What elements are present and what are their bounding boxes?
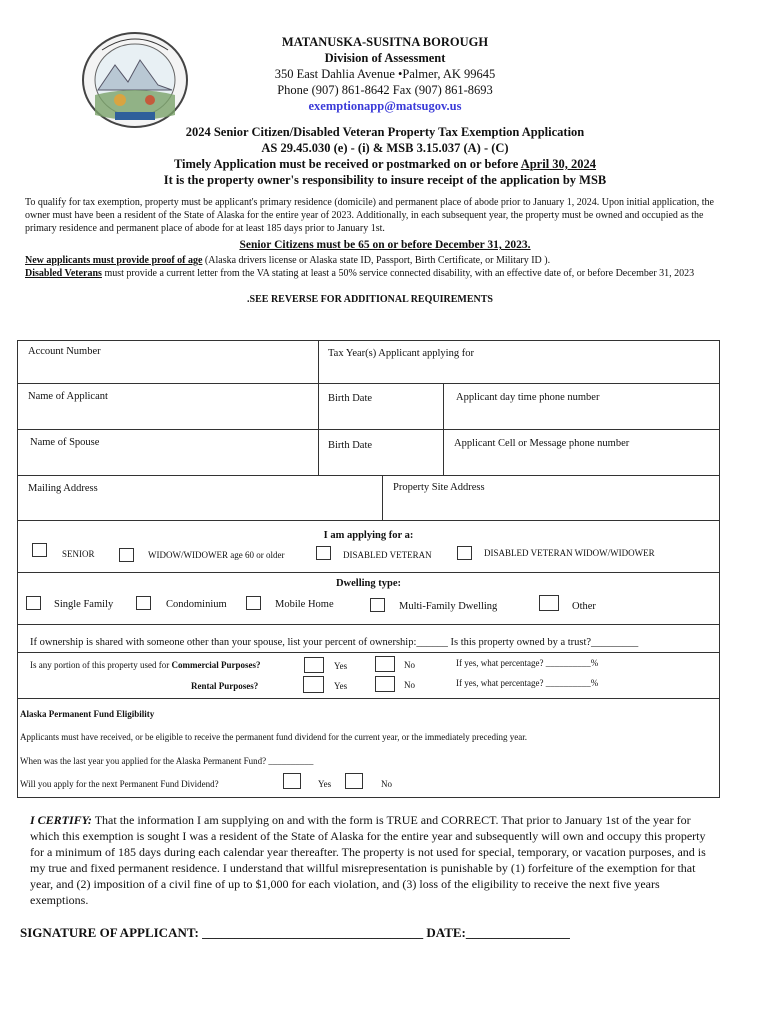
pfd-last-year-field[interactable]: When was the last year you applied for the Alaska Permanent Fund? __________ bbox=[20, 756, 314, 766]
property-site-address-field[interactable]: Property Site Address bbox=[393, 482, 485, 493]
commercial-question-text: Is any portion of this property used for bbox=[30, 660, 172, 670]
account-number-field[interactable]: Account Number bbox=[28, 346, 101, 357]
application-form-table bbox=[17, 340, 720, 798]
single-family-label: Single Family bbox=[54, 599, 114, 610]
senior-checkbox[interactable] bbox=[32, 543, 47, 557]
ownership-question[interactable]: If ownership is shared with someone other than your spouse, list your percent of ownership:______ Is this property owned by a trust?_________ bbox=[30, 637, 639, 648]
deadline-line bbox=[0, 156, 770, 172]
pfd-eligibility-text: Applicants must have received, or be eligible to receive the permanent fund dividend for the current year, or the immediately preceding year. bbox=[20, 732, 527, 742]
tax-years-field[interactable]: Tax Year(s) Applicant applying for bbox=[328, 348, 474, 359]
commercial-question-bold: Commercial Purposes? bbox=[171, 660, 261, 670]
commercial-no-label: No bbox=[404, 660, 415, 670]
deadline-date: April 30, 2024 bbox=[520, 157, 597, 171]
applicant-birth-date-field[interactable]: Birth Date bbox=[328, 393, 373, 404]
multi-family-label: Multi-Family Dwelling bbox=[399, 601, 498, 612]
pfd-no-checkbox[interactable] bbox=[345, 773, 363, 789]
disabled-veterans-text: must provide a current letter from the VA stating at least a 50% service connected disability, with an effective date of, or before December 31, 2023 bbox=[101, 268, 695, 279]
day-phone-field[interactable]: Applicant day time phone number bbox=[456, 392, 600, 403]
proof-of-age-line bbox=[25, 254, 730, 267]
rental-yes-checkbox[interactable] bbox=[303, 676, 324, 693]
pfd-heading: Alaska Permanent Fund Eligibility bbox=[20, 709, 155, 719]
applicant-name-field[interactable]: Name of Applicant bbox=[28, 391, 108, 402]
rental-no-label: No bbox=[404, 680, 415, 690]
disabled-veteran-checkbox[interactable] bbox=[316, 546, 331, 560]
widow-label: WIDOW/WIDOWER age 60 or older bbox=[148, 550, 285, 560]
dwelling-type-heading: Dwelling type: bbox=[335, 578, 402, 589]
other-dwelling-checkbox[interactable] bbox=[539, 595, 559, 611]
senior-label: SENIOR bbox=[62, 549, 95, 559]
signature-line[interactable]: SIGNATURE OF APPLICANT: __________________________________ DATE:________________ bbox=[20, 925, 570, 940]
commercial-percentage-field[interactable]: If yes, what percentage? __________% bbox=[456, 658, 599, 668]
org-name: MATANUSKA-SUSITNA BOROUGH bbox=[281, 35, 489, 49]
pfd-yes-checkbox[interactable] bbox=[283, 773, 301, 789]
rental-question: Rental Purposes? bbox=[191, 681, 259, 691]
condominium-checkbox[interactable] bbox=[136, 596, 151, 610]
dv-widow-checkbox[interactable] bbox=[457, 546, 472, 560]
spouse-birth-date-field[interactable]: Birth Date bbox=[328, 440, 373, 451]
form-statute: AS 29.45.030 (e) - (i) & MSB 3.15.037 (A) - (C) bbox=[261, 141, 509, 155]
certify-text: That the information I am supplying on and with the form is TRUE and CORRECT. That prior to January 1st of the year for which this exemption is sought I was a resident of the State of Alaska for the entire year and subsequently will own and occupy this property for a minimum of 185 days during each calendar year thereafter. The property is not used for special, temporary, or vacation purposes, and is my true and fixed permanent residence. I understand that willful misrepresentation is punishable by (1) forfeiture of the exemption for that year, and (2) imposition of a civil fine of up to $1,000 for each violation, and (3) loss of the eligibility to receive the next five years exemptions. bbox=[30, 813, 706, 907]
org-address: 350 East Dahlia Avenue •Palmer, AK 99645 bbox=[274, 67, 496, 81]
disabled-veteran-label: DISABLED VETERAN bbox=[343, 550, 432, 560]
commercial-yes-checkbox[interactable] bbox=[304, 657, 324, 673]
mailing-address-field[interactable]: Mailing Address bbox=[28, 483, 98, 494]
org-email-link[interactable]: exemptionapp@matsugov.us bbox=[308, 99, 462, 113]
rental-percentage-field[interactable]: If yes, what percentage? __________% bbox=[456, 678, 599, 688]
widow-checkbox[interactable] bbox=[119, 548, 134, 562]
senior-age-rule: Senior Citizens must be 65 on or before December 31, 2023. bbox=[239, 239, 531, 251]
disabled-veterans-line bbox=[25, 267, 730, 280]
commercial-no-checkbox[interactable] bbox=[375, 656, 395, 672]
deadline-text: Timely Application must be received or postmarked on or before bbox=[173, 157, 521, 171]
single-family-checkbox[interactable] bbox=[26, 596, 41, 610]
certify-label: I CERTIFY: bbox=[30, 813, 92, 827]
pfd-no-label: No bbox=[381, 779, 392, 789]
cell-phone-field[interactable]: Applicant Cell or Message phone number bbox=[454, 438, 630, 449]
applying-for-heading: I am applying for a: bbox=[323, 530, 414, 541]
new-applicants-label: New applicants must provide proof of age bbox=[25, 255, 203, 266]
responsibility-line: It is the property owner's responsibility to insure receipt of the application by MSB bbox=[163, 173, 607, 187]
rental-yes-label: Yes bbox=[334, 681, 348, 691]
org-phone: Phone (907) 861-8642 Fax (907) 861-8693 bbox=[277, 83, 493, 97]
pfd-next-question: Will you apply for the next Permanent Fund Dividend? bbox=[20, 779, 219, 789]
rental-no-checkbox[interactable] bbox=[375, 676, 395, 692]
form-title: 2024 Senior Citizen/Disabled Veteran Property Tax Exemption Application bbox=[185, 125, 585, 139]
mobile-home-checkbox[interactable] bbox=[246, 596, 261, 610]
see-reverse-note: .SEE REVERSE FOR ADDITIONAL REQUIREMENTS bbox=[247, 294, 493, 305]
division-name: Division of Assessment bbox=[324, 51, 446, 65]
commercial-question bbox=[30, 660, 261, 670]
spouse-name-field[interactable]: Name of Spouse bbox=[30, 437, 100, 448]
mobile-home-label: Mobile Home bbox=[275, 599, 334, 610]
pfd-yes-label: Yes bbox=[318, 779, 332, 789]
certification-statement bbox=[30, 812, 710, 908]
dv-widow-label: DISABLED VETERAN WIDOW/WIDOWER bbox=[484, 548, 655, 558]
new-applicants-text: (Alaska drivers license or Alaska state ID, Passport, Birth Certificate, or Military ID ). bbox=[202, 255, 551, 266]
eligibility-paragraph: To qualify for tax exemption, property must be applicant's primary residence (domicile) and permanent place of abode prior to January 1, 2024. Upon initial application, the owner must have been a resident of the State of Alaska for the entire year of 2023. Additionally, in each subsequent year, the property must be owned and occupied as the primary residence and permanent place of abode for at least 185 days prior to January 1st. bbox=[25, 197, 714, 234]
condominium-label: Condominium bbox=[166, 599, 227, 610]
commercial-yes-label: Yes bbox=[334, 661, 348, 671]
disabled-veterans-label: Disabled Veterans bbox=[25, 268, 102, 279]
multi-family-checkbox[interactable] bbox=[370, 598, 385, 612]
other-dwelling-label: Other bbox=[572, 601, 596, 612]
